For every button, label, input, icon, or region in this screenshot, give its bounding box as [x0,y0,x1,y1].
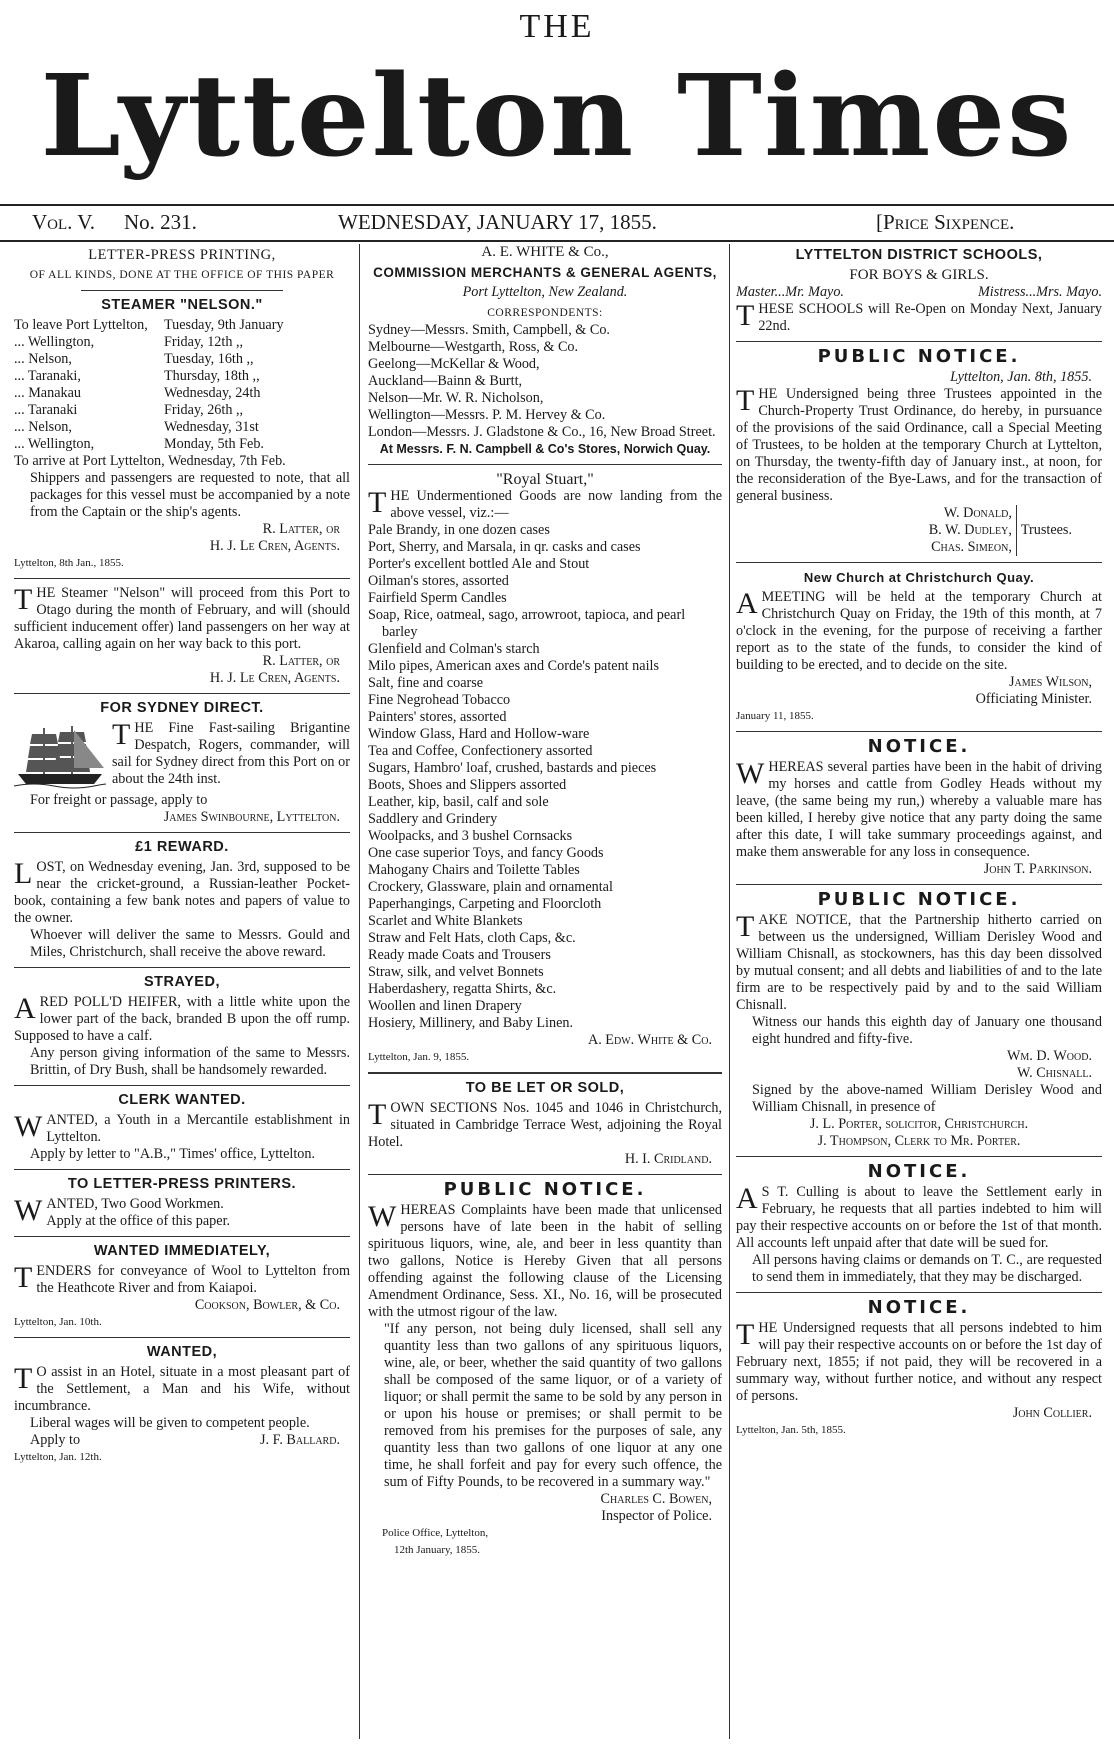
ad-date: Lyttelton, Jan. 5th, 1855. [736,1424,846,1436]
ad-heading: £1 REWARD. [135,839,229,855]
parkinson-notice: NOTICE. WHEREAS several parties have been in the habit of driving my horses and cattle from Godley Heads without my leave, (the same being my run,) whereby a valuable mare has been killed, I hereby give notice that any party doing the same after this date, I will take summary proceedings against, and make them answerable for any loss in consequence. John T. Parkinson. [736,736,1102,877]
masthead [0,0,1114,200]
divider [14,1236,350,1237]
schedule-row: ... Manakau Wednesday, 24th [14,385,261,401]
ad-text: HE Undermentioned Goods are now landing from the above vessel, viz.:— [390,488,722,521]
otago-ad: THE Steamer "Nelson" will proceed from this Port to Otago during the month of February, and will (should sufficient inducement offer) land passengers on her way at Akaroa, calling again on her way back to this port. R. Latter, or H. J. Le Cren, Agents. [14,583,350,686]
printers-ad: TO LETTER-PRESS PRINTERS. WANTED, Two Good Workmen. Apply at the office of this paper. [14,1176,350,1230]
divider [368,1174,722,1175]
schools-ad: LYTTELTON DISTRICT SCHOOLS, FOR BOYS & GIRLS. Master...Mr. Mayo. Mistress...Mrs. Mayo. THESE SCHOOLS will Re-Open on Monday Next, January 22nd. [736,247,1102,334]
column-divider [729,244,730,1739]
list-item: Auckland—Bainn & Burtt, [368,373,523,389]
signature-title: Officiating Minister. [975,691,1092,707]
divider [736,884,1102,885]
ad-date: Police Office, Lyttelton, [382,1527,489,1539]
nelson-schedule [14,317,350,453]
divider [14,1085,350,1086]
partnership-notice: PUBLIC NOTICE. TAKE NOTICE, that the Partnership hitherto carried on between us the undersigned, William Derisley Wood and William Chisnall, as stockowners, has this day been dissolved by mutual consent; and all debts and liabilities of and to the late firm are to be respectively paid by and to the said William Chisnall. Witness our hands this eighth day of January one thousand eight hundred and fifty-five. Wm. D. Wood. W. Chisnall. Signed by the above-named William Derisley Wood and William Chisnall, in presence of J. L. Porter, solicitor, Christchurch. J. Thompson, Clerk to Mr. Porter. [736,889,1102,1149]
ad-text: Signed by the above-named William Derisley Wood and William Chisnall, in presence of [752,1082,1102,1115]
list-item: Wellington—Messrs. P. M. Hervey & Co. [368,407,606,423]
column-1 [14,244,350,1739]
signature-title: Inspector of Police. [601,1508,712,1524]
ad-text: Port Lyttelton, New Zealand. [462,284,628,300]
ad-text: HE Steamer "Nelson" will proceed from this Port to Otago during the month of February, and will (should sufficient inducement offer) land passengers on her way at Akaroa, calling again on her way back to this port. [14,585,350,652]
divider [736,1292,1102,1293]
ad-heading: WANTED, [146,1344,218,1360]
ad-heading: A. E. WHITE & Co., [481,244,609,260]
ad-subheading: FOR BOYS & GIRLS. [849,267,989,283]
divider [368,464,722,465]
let-or-sold-ad: TO BE LET OR SOLD, TOWN SECTIONS Nos. 1045 and 1046 in Christchurch, situated in Cambridge Terrace West, adjoining the Royal Hotel. H. I. Cridland. [368,1080,722,1167]
ship-illustration [14,722,106,792]
list-item: Straw, silk, and velvet Bonnets [368,964,544,980]
schedule-row: ... Nelson, Wednesday, 31st [14,419,259,435]
divider [736,562,1102,563]
ad-heading: CLERK WANTED. [118,1092,246,1108]
ad-heading: TO BE LET OR SOLD, [465,1080,625,1096]
ad-heading: PUBLIC NOTICE. [817,889,1021,910]
ad-heading: NOTICE. [867,736,971,757]
list-item: Milo pipes, American axes and Corde's patent nails [368,658,659,674]
printing-ad [14,247,350,284]
divider [736,731,1102,732]
signature: John Collier. [1012,1405,1092,1421]
list-item: Tea and Coffee, Confectionery assorted [368,743,593,759]
ad-date: Lyttelton, Jan. 8th, 1855. [950,369,1092,385]
royal-stuart-ad: "Royal Stuart," THE Undermentioned Goods are now landing from the above vessel, viz.:— Pale Brandy, in one dozen cases Port, Sherry, and Marsala, in qr. casks and cases Porter's excellent bottled Ale and Stout Oilman's stores, assorted Fairfield Sperm Candles Soap, Rice, oatmeal, sago, arrowroot, tapioca, and pearl barley Glenfield and Colman's starch Milo pipes, American axes and Corde's patent nails Salt, fine and coarse Fine Negrohead Tobacco Painters' stores, assorted Window Glass, Hard and Hollow-ware Tea and Coffee, Confectionery assorted Sugars, Hambro' loaf, crushed, bastards and pieces Boots, Shoes and Slippers assorted Leather, kip, basil, calf and sole Saddlery and Grindery Woolpacks, and 3 bushel Cornsacks One case superior Toys, and fancy Goods Mahogany Chairs and Toilette Tables Crockery, Glassware, plain and ornamental Paperhangings, Carpeting and Floorcloth Scarlet and White Blankets Straw and Felt Hats, cloth Caps, &c. Ready made Coats and Trousers Straw, silk, and velvet Bonnets Haberdashery, regatta Shirts, &c. Woollen and linen Drapery Hosiery, Millinery, and Baby Linen. A. Edw. White & Co. Lyttelton, Jan. 9, 1855. [368,471,722,1066]
signature: John T. Parkinson. [983,861,1092,877]
list-item: Oilman's stores, assorted [368,573,509,589]
schedule-row: To leave Port Lyttelton, Tuesday, 9th January [14,317,284,333]
ad-text: ENDERS for conveyance of Wool to Lyttelton from the Heathcote River and from Kaiapoi. [36,1263,350,1296]
collier-notice: NOTICE. THE Undersigned requests that all persons indebted to him will pay their respective accounts on or before the 1st day of February next, 1855; if not paid, they will be recovered in a summary way, without further notice, and without any respect of persons. John Collier. Lyttelton, Jan. 5th, 1855. [736,1299,1102,1439]
clerk-ad: CLERK WANTED. WANTED, a Youth in a Mercantile establishment in Lyttelton. Apply by letter to "A.B.," Times' office, Lyttelton. [14,1092,350,1162]
list-item: Boots, Shoes and Slippers assorted [368,777,567,793]
list-item: Woollen and linen Drapery [368,998,522,1014]
ad-text: HEREAS several parties have been in the habit of driving my horses and cattle from Godley Heads without my leave, (the same being my run,) whereby a valuable mare has been killed, I hereby give notice that any party doing the same after this date, I will take summary proceedings against, and make them answerable for any loss in consequence. [736,759,1102,860]
nelson-ad [14,297,350,572]
list-item: One case superior Toys, and fancy Goods [368,845,604,861]
list-item: Mahogany Chairs and Toilette Tables [368,862,580,878]
divider [368,1072,722,1074]
list-item: Pale Brandy, in one dozen cases [368,522,550,538]
signature: W. Donald, [943,505,1012,521]
ad-text: All persons having claims or demands on T. C., are requested to send them in immediately, that they may be discharged. [752,1252,1102,1285]
issue-number: No. 231. [124,210,197,234]
ad-text: For freight or passage, apply to [30,792,208,808]
correspondents-list [368,322,722,441]
divider [14,1337,350,1338]
tenders-ad: WANTED IMMEDIATELY, TENDERS for conveyance of Wool to Lyttelton from the Heathcote River and from Kaiapoi. Cookson, Bowler, & Co. Lyttelton, Jan. 10th. [14,1243,350,1331]
masthead-title: Lyttelton Times [40,51,1074,182]
signature: James Wilson, [1009,674,1092,690]
list-item: London—Messrs. J. Gladstone & Co., 16, New Broad Street. [368,424,716,440]
ad-text: OST, on Wednesday evening, Jan. 3rd, supposed to be near the cricket-ground, a Russian-leather Pocket-book, containing a few bank notes and papers of value to the owner. [14,859,350,926]
ad-heading: NOTICE. [867,1161,971,1182]
mistress-name: Mistress...Mrs. Mayo. [977,284,1102,300]
ad-text: AKE NOTICE, that the Partnership hitherto carried on between us the undersigned, William Derisley Wood and William Chisnall, as stockowners, has this day been dissolved by mutual consent; and all debts and liabilities of and to the late firm are to be respectively paid by and to the said William Chisnall. [736,912,1102,1013]
list-item: Crockery, Glassware, plain and ornamental [368,879,613,895]
ad-text: RED POLL'D HEIFER, with a little white upon the lower part of the back, branded B upon the off rump. Supposed to have a calf. [14,994,350,1044]
ad-date: Lyttelton, Jan. 12th. [14,1451,102,1463]
dateline [0,204,1114,242]
ad-text: HE Fine Fast-sailing Brigantine Despatch, Rogers, commander, will sail for Sydney direct from this Port on or about the 24th inst. [112,720,350,787]
ad-text: HE Undersigned requests that all persons indebted to him will pay their respective accounts on or before the 1st day of February next, 1855; if not paid, they will be recovered in a summary way, without further notice, and without any respect of persons. [736,1320,1102,1404]
ad-heading: NOTICE. [867,1297,971,1318]
ad-text: Witness our hands this eighth day of January one thousand eight hundred and fifty-five. [752,1014,1102,1047]
divider [14,832,350,833]
signature: James Swinbourne, Lyttelton. [163,809,340,825]
ad-date: January 11, 1855. [736,710,814,722]
signature: B. W. Dudley, [928,522,1012,538]
ad-text: ANTED, a Youth in a Mercantile establishment in Lyttelton. [46,1112,350,1145]
witness: J. L. Porter, solicitor, Christchurch. [809,1116,1029,1132]
witness: J. Thompson, Clerk to Mr. Porter. [817,1133,1021,1149]
list-item: Sydney—Messrs. Smith, Campbell, & Co. [368,322,610,338]
signature: R. Latter, or [262,521,340,537]
divider [14,693,350,694]
ad-text: HE Undersigned being three Trustees appointed in the Church-Property Trust Ordinance, do hereby, in pursuance of the provisions of the said Ordinance, call a Special Meeting of Trustees, to be holden at the temporary Church at Lyttelton, on Thursday, the twenty-fifth day of January inst., at noon, for the reconsideration of the Bye-Laws, and for the transaction of general business. [736,386,1102,504]
ad-text: HESE SCHOOLS will Re-Open on Monday Next, January 22nd. [758,301,1102,334]
divider [14,967,350,968]
list-item: Haberdashery, regatta Shirts, &c. [368,981,557,997]
list-item: Straw and Felt Hats, cloth Caps, &c. [368,930,576,946]
ad-heading: FOR SYDNEY DIRECT. [100,700,264,716]
ad-text: HEREAS Complaints have been made that unlicensed persons have of late been in the habit of selling spirituous liquors, wine, ale, and beer in less quantity than two gallons, Notice is Hereby Given that all persons offending against the following clause of the Licensing Amendment Ordinance, Sess. XI., No. 16, will be prosecuted with the utmost rigour of the law. [368,1202,722,1320]
list-item: Paperhangings, Carpeting and Floorcloth [368,896,602,912]
issue-date: WEDNESDAY, JANUARY 17, 1855. [338,210,657,234]
divider [14,1169,350,1170]
ad-subheading: COMMISSION MERCHANTS & GENERAL AGENTS, [373,265,717,280]
culling-notice: NOTICE. A S T. Culling is about to leave the Settlement early in February, he requests that all parties indebted to him will pay their respective accounts on or before the 1st of that month. All accounts left unpaid after that date will be sued for. All persons having claims or demands on T. C., are requested to send them in immediately, that they may be discharged. [736,1161,1102,1285]
list-item: Melbourne—Westgarth, Ross, & Co. [368,339,579,355]
white-merchants-ad [368,244,722,458]
list-item: Port, Sherry, and Marsala, in qr. casks and cases [368,539,641,555]
divider [14,578,350,579]
list-item: Sugars, Hambro' loaf, crushed, bastards and pieces [368,760,657,776]
licensing-notice: PUBLIC NOTICE. WHEREAS Complaints have been made that unlicensed persons have of late been in the habit of selling spirituous liquors, wine, ale, and beer in less quantity than two gallons, Notice is Hereby Given that all persons offending against the following clause of the Licensing Amendment Ordinance, Sess. XI., No. 16, will be prosecuted with the utmost rigour of the law. "If any person, not being duly licensed, shall sell any quantity less than two gallons of any spirituous liquors, wine, ale, or beer, whether the said quantity of two gallons shall be composed of the same liquor, or of a variety of liquor; or shall permit the same to be sold by any person in or upon his house or premises; or shall permit to be removed from his premises for the purposes of sale, any quantity less than two gallons of one liquor at any one time, he shall forfeit and pay for every such offence, the sum of Fifty Pounds, to be recovered in a summary way." Charles C. Bowen, Inspector of Police. Police Office, Lyttelton, 12th January, 1855. [368,1181,722,1559]
goods-list [368,522,722,1032]
correspondents-heading: CORRESPONDENTS: [487,307,603,319]
signature: Wm. D. Wood. [1006,1048,1092,1064]
list-item: Window Glass, Hard and Hollow-ware [368,726,590,742]
list-item: Nelson—Mr. W. R. Nicholson, [368,390,544,406]
ad-subheading: OF ALL KINDS, DONE AT THE OFFICE OF THIS PAPER [29,269,335,281]
sydney-ad: FOR SYDNEY DIRECT. THE Fine Fast-sailing Brigantine Despatch, Rogers, commander, will sail for Sydney direct from this Port on or about the 24th inst. For freight or passage, apply to James Swinbourne, Lyttelton. [14,700,350,826]
signature: Chas. Simeon, [931,539,1012,555]
ad-text: Liberal wages will be given to competent people. [30,1415,310,1431]
ad-date: Lyttelton, 8th Jan., 1855. [14,557,124,569]
signature: Charles C. Bowen, [600,1491,712,1507]
trustees-notice: PUBLIC NOTICE. Lyttelton, Jan. 8th, 1855. THE Undersigned being three Trustees appointed in the Church-Property Trust Ordinance, do hereby, in pursuance of the provisions of the said Ordinance, call a Special Meeting of Trustees, to be holden at the temporary Church at Lyttelton, on Thursday, the twenty-fifth day of January inst., at noon, for the reconsideration of the Bye-Laws, and for the transaction of general business. W. Donald, B. W. Dudley, Chas. Simeon, Trustees. [736,346,1102,555]
divider [81,290,283,291]
column-3 [736,244,1102,1739]
ad-heading: STRAYED, [144,974,220,990]
list-item: Glenfield and Colman's starch [368,641,540,657]
signature: A. Edw. White & Co. [587,1032,712,1048]
ad-date: 12th January, 1855. [394,1544,481,1556]
list-item: Fairfield Sperm Candles [368,590,507,606]
master-name: Master...Mr. Mayo. [736,284,844,300]
ad-heading: New Church at Christchurch Quay. [803,570,1035,585]
church-meeting-ad: New Church at Christchurch Quay. AMEETING will be held at the temporary Church at Christchurch Quay on Friday, the 19th of this month, at 7 o'clock in the evening, for the purpose of receiving a farther report as to the state of the funds, to consider the kind of building to be erected, and to decide on the site. James Wilson, Officiating Minister. January 11, 1855. [736,569,1102,725]
signature: H. J. Le Cren, Agents. [209,670,340,686]
list-item: Saddlery and Grindery [368,811,498,827]
ad-text: Whoever will deliver the same to Messrs. Gould and Miles, Christchurch, shall receive the above reward. [30,927,350,960]
list-item: Woolpacks, and 3 bushel Cornsacks [368,828,573,844]
ad-text: Apply at the office of this paper. [46,1213,231,1229]
signature: H. J. Le Cren, Agents. [209,538,340,554]
ad-text: Shippers and passengers are requested to note, that all packages for this vessel must be accompanied by a note from the Captain or the ship's agents. [30,470,350,520]
ad-text: To arrive at Port Lyttelton, Wednesday, 7th Feb. [14,453,286,469]
ad-heading: STEAMER "NELSON." [101,297,263,313]
ad-text: At Messrs. F. N. Campbell & Co's Stores, Norwich Quay. [379,442,711,456]
signature: Cookson, Bowler, & Co. [194,1297,340,1313]
ad-text: S T. Culling is about to leave the Settlement early in February, he requests that all parties indebted to him will pay their respective accounts on or before the 1st of that month. All accounts left unpaid after that date will be sued for. [736,1184,1102,1251]
ad-heading: PUBLIC NOTICE. [817,346,1021,367]
column-2 [368,244,722,1739]
list-item: Fine Negrohead Tobacco [368,692,511,708]
list-item: Geelong—McKellar & Wood, [368,356,540,372]
schedule-row: ... Wellington, Friday, 12th ,, [14,334,244,350]
column-divider [359,244,360,1739]
masthead-the: THE [519,8,595,45]
signature: R. Latter, or [262,653,340,669]
ad-heading: LETTER-PRESS PRINTING, [88,247,276,263]
reward-ad: £1 REWARD. LOST, on Wednesday evening, Jan. 3rd, supposed to be near the cricket-ground, a Russian-leather Pocket-book, containing a few bank notes and papers of value to the owner. Whoever will deliver the same to Messrs. Gould and Miles, Christchurch, shall receive the above reward. [14,839,350,960]
signature: J. F. Ballard. [259,1432,340,1448]
ad-text: OWN SECTIONS Nos. 1045 and 1046 in Christchurch, situated in Cambridge Terrace West, adjoining the Royal Hotel. [368,1100,722,1150]
volume-number: Vol. V. [32,210,95,234]
schedule-row: ... Taranaki, Thursday, 18th ,, [14,368,260,384]
list-item: Soap, Rice, oatmeal, sago, arrowroot, tapioca, and pearl barley [368,607,686,640]
ad-text: Any person giving information of the same to Messrs. Brittin, of Dry Bush, shall be handsomely rewarded. [30,1045,350,1078]
ad-heading: PUBLIC NOTICE. [443,1179,647,1200]
list-item: Scarlet and White Blankets [368,913,523,929]
divider [736,1156,1102,1157]
list-item: Ready made Coats and Trousers [368,947,551,963]
ad-date: Lyttelton, Jan. 9, 1855. [368,1051,470,1063]
trustees-label: Trustees. [1020,522,1072,538]
ad-heading: LYTTELTON DISTRICT SCHOOLS, [795,247,1043,263]
ad-text: Apply to [30,1432,81,1448]
strayed-ad: STRAYED, ARED POLL'D HEIFER, with a little white upon the lower part of the back, branded B upon the off rump. Supposed to have a calf. Any person giving information of the same to Messrs. Brittin, of Dry Bush, shall be handsomely rewarded. [14,974,350,1078]
ad-heading: TO LETTER-PRESS PRINTERS. [67,1176,297,1192]
list-item: Hosiery, Millinery, and Baby Linen. [368,1015,574,1031]
list-item: Salt, fine and coarse [368,675,484,691]
ad-heading: "Royal Stuart," [496,471,594,488]
list-item: Painters' stores, assorted [368,709,507,725]
signature: W. Chisnall. [1017,1065,1092,1081]
list-item: Porter's excellent bottled Ale and Stout [368,556,590,572]
ad-text: O assist in an Hotel, situate in a most pleasant part of the Settlement, a Man and his Wife, without incumbrance. [14,1364,350,1414]
ad-text: Apply by letter to "A.B.," Times' office, Lyttelton. [30,1146,316,1162]
ad-heading: WANTED IMMEDIATELY, [93,1243,271,1259]
divider [736,341,1102,342]
schedule-row: ... Wellington, Monday, 5th Feb. [14,436,264,452]
ad-text: MEETING will be held at the temporary Church at Christchurch Quay on Friday, the 19th of this month, at 7 o'clock in the evening, for the purpose of receiving a farther report as to the state of the funds, to consider the kind of building to be erected, and to decide on the site. [736,589,1102,673]
list-item: Leather, kip, basil, calf and sole [368,794,549,810]
ad-date: Lyttelton, Jan. 10th. [14,1316,102,1328]
price: [Price Sixpence. [876,210,1015,234]
hotel-ad: WANTED, T O assist in an Hotel, situate in a most pleasant part of the Settlement, a Man and his Wife, without incumbrance. Liberal wages will be given to competent people. Apply to J. F. Ballard. Lyttelton, Jan. 12th. [14,1344,350,1466]
signature: H. I. Cridland. [624,1151,712,1167]
ad-quote: "If any person, not being duly licensed, shall sell any quantity less than two gallons of any spirituous liquors, wine, ale, or beer, whether the said quantity of two gallons shall be composed of the same liquor, or of a variety of liquor; or shall permit the same to be sold by any person in or upon his house or premises; or shall permit to be removed from his premises for the purposes of sale, any quantity less than two gallons of one liquor at any one time, he shall forfeit and pay for every such offence, the sum of Fifty Pounds, to be recovered in a summary way." [384,1321,722,1490]
schedule-row: ... Taranaki Friday, 26th ,, [14,402,244,418]
schedule-row: ... Nelson, Tuesday, 16th ,, [14,351,254,367]
ad-text: ANTED, Two Good Workmen. [46,1196,224,1212]
